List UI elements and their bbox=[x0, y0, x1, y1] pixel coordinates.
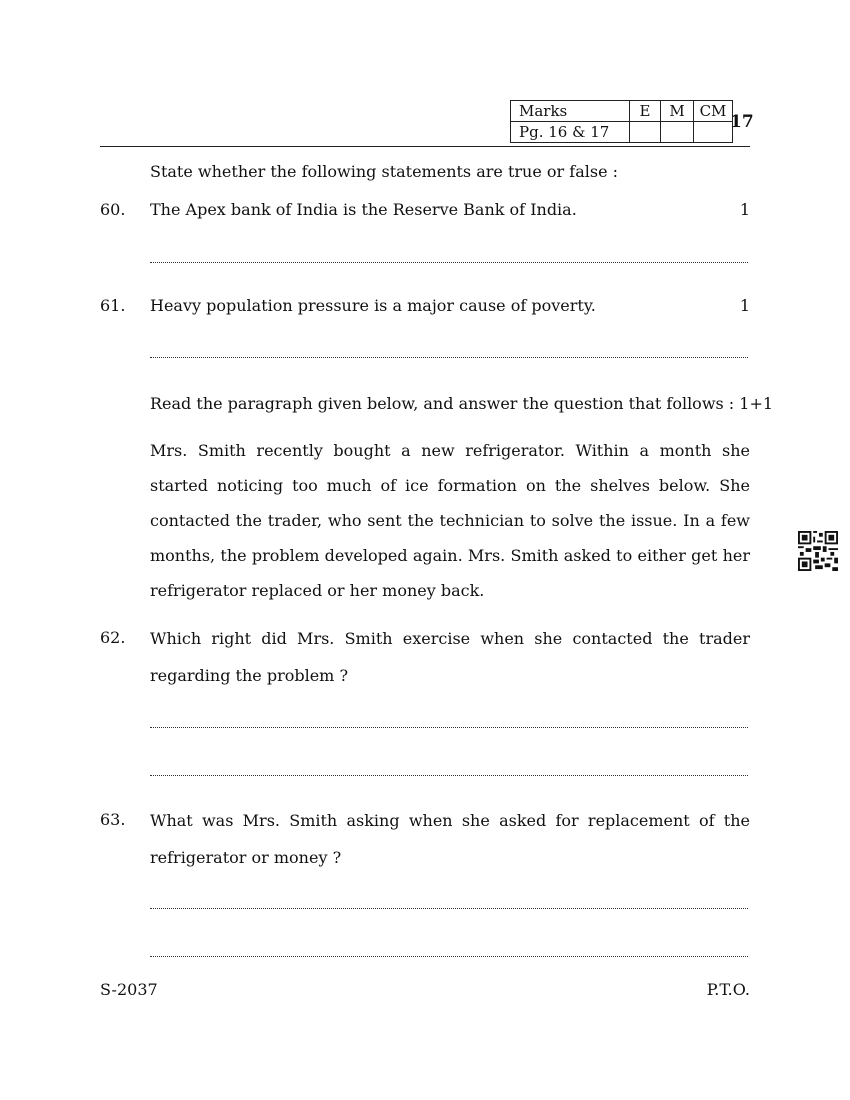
col-e-cell bbox=[630, 122, 661, 143]
page-number: 17 bbox=[730, 112, 754, 132]
col-e-header: E bbox=[630, 101, 661, 122]
col-cm-header: CM bbox=[694, 101, 733, 122]
header-rule bbox=[100, 146, 750, 147]
question-text: The Apex bank of India is the Reserve Bank of India. bbox=[150, 200, 577, 219]
question-number: 63. bbox=[100, 810, 126, 829]
col-cm-cell bbox=[694, 122, 733, 143]
pages-label: Pg. 16 & 17 bbox=[511, 122, 630, 143]
question-text: Heavy population pressure is a major cause of poverty. bbox=[150, 296, 596, 315]
pto-label: P.T.O. bbox=[706, 980, 750, 999]
answer-line[interactable] bbox=[150, 357, 748, 358]
col-m-cell bbox=[661, 122, 694, 143]
question-marks: 1 bbox=[739, 200, 750, 219]
answer-line[interactable] bbox=[150, 262, 748, 263]
question-text: What was Mrs. Smith asking when she asked for replacement of the refrigerator or money ? bbox=[150, 811, 750, 867]
marks-table bbox=[510, 100, 733, 143]
question-marks: 1 bbox=[739, 296, 750, 315]
passage-text: Mrs. Smith recently bought a new refrigerator. Within a month she started noticing too much of ice formation on the shelves below. She contacted the trader, who sent the technician to solve the issue. In a few months, the problem developed again. Mrs. Smith asked to either get her refrigerator replaced or her money back. bbox=[150, 441, 750, 600]
question-number: 60. bbox=[100, 200, 126, 219]
answer-line[interactable] bbox=[150, 775, 748, 776]
question-text: Which right did Mrs. Smith exercise when she contacted the trader regarding the problem ? bbox=[150, 629, 750, 685]
marks-label: Marks bbox=[511, 101, 630, 122]
paper-code: S-2037 bbox=[100, 980, 158, 999]
answer-line[interactable] bbox=[150, 908, 748, 909]
passage-instruction: Read the paragraph given below, and answer the question that follows : 1+1 bbox=[150, 394, 774, 413]
answer-line[interactable] bbox=[150, 727, 748, 728]
qr-code-icon bbox=[798, 531, 838, 571]
section-instruction: State whether the following statements are true or false : bbox=[150, 162, 619, 181]
question-number: 61. bbox=[100, 296, 126, 315]
question-number: 62. bbox=[100, 628, 126, 647]
answer-line[interactable] bbox=[150, 956, 748, 957]
col-m-header: M bbox=[661, 101, 694, 122]
